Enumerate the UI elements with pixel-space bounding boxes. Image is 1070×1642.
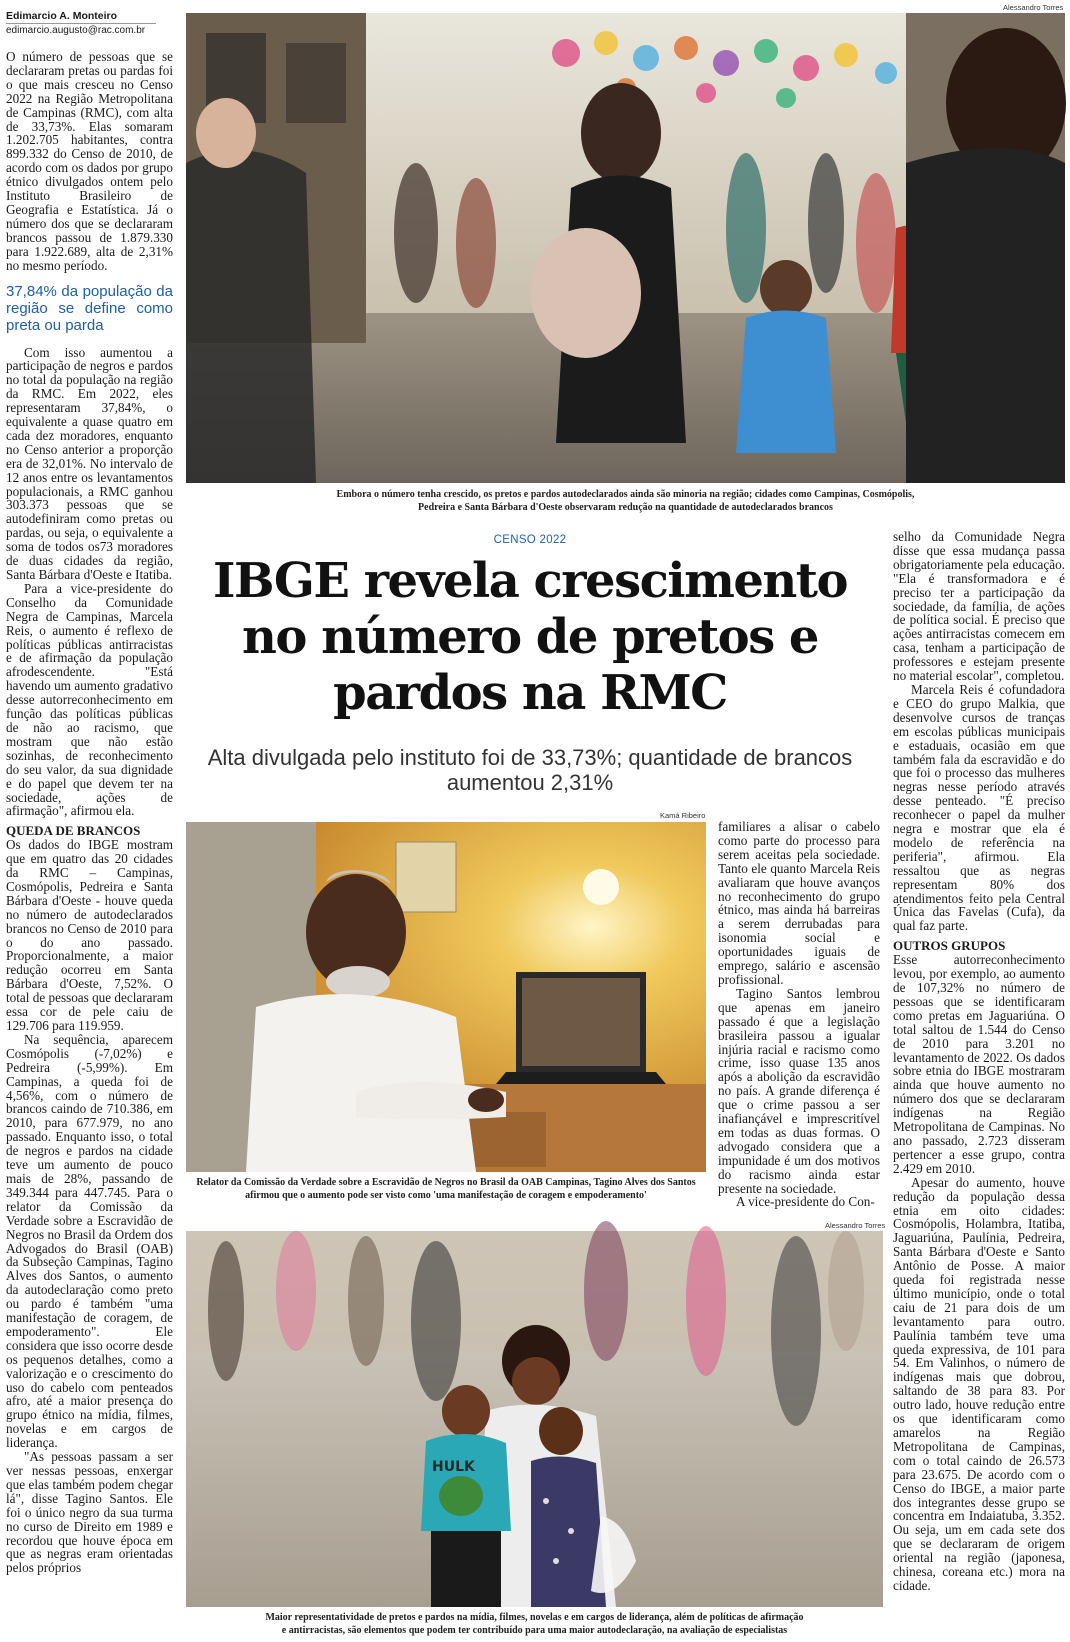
paragraph: Tagino Santos lembrou que apenas em janeiro passado é que a legislação brasileira passou a igualar injúria racial e racismo como crime, isso quase 135 anos após a abolição da escravidão no país. A grande diferença é que o crime passou a ser inafiançável e imprescritível em todas as duas formas. O advogado considera que a impunidade é um dos motivos do racismo ainda estar presente na sociedade.: [718, 985, 880, 1196]
bottom-photo-caption: [186, 1612, 883, 1637]
subheading-outros-grupos: OUTROS GRUPOS: [893, 938, 1006, 954]
shirt-text: HULK: [432, 1459, 475, 1475]
paragraph: "As pessoas passam a ser ver nessas pessoas, enxergar que elas também podem chegar lá", disse Tagino Santos. Ele foi o único negro da sua turma no curso de Direito em 1989 e recordou que houve época em que as negras eram orientadas pelos próprios: [6, 1449, 173, 1576]
article-column-1: [6, 50, 173, 1642]
bottom-photo: [186, 1231, 883, 1607]
paragraph: Com isso aumentou a participação de negros e pardos no total da população na região da RMC. Em 2022, eles representaram 37,84%, o equivalente a quase quatro em cada dez moradores, enquanto no Censo anterior a proporção era de 32,01%. No intervalo de 12 anos entre os levantamentos populacionais, a RMC ganhou 303.373 pessoas que se autodefiniram como pretas ou pardas, ou seja, o equivalente a soma de todos os73 moradores de duas cidades da região, Santa Bárbara d'Oeste e Itatiba.: [6, 344, 173, 582]
paragraph: Os dados do IBGE mostram que em quatro das 20 cidades da RMC – Campinas, Cosmópolis, Pedreira e Santa Bárbara d'Oeste - houve queda no número de autodeclarados brancos no Censo de 2010 para o do ano passado. Proporcionalmente, a maior redução ocorreu em Santa Bárbara d'Oeste, 7,52%. O total de pessoas que declararam essa cor de pele caiu de 129.706 para 119.959.: [6, 837, 173, 1033]
top-photo: [186, 13, 1065, 483]
subheading-queda-de-brancos: QUEDA DE BRANCOS: [6, 823, 141, 839]
article-column-2: [718, 819, 880, 1210]
headline: IBGE revela crescimento no número de pretos e pardos na RMC: [213, 553, 847, 721]
article-column-3: [893, 530, 1065, 1642]
paragraph: Esse autorreconhecimento levou, por exemplo, ao aumento de 107,32% no número de pessoas que se identificaram como pretas em Jaguariúna. O total saltou de 1.544 do Censo de 2010 para 3.201 no levantamento de 2022. Os dados sobre etnia do IBGE mostraram ainda que houve aumento no número dos que se declararam indígenas na Região Metropolitana de Campinas. No ano passado, 2.723 disseram pertencer a esse grupo, contra 2.429 em 2010.: [893, 952, 1065, 1176]
mid-photo: [186, 822, 706, 1172]
kicker: CENSO 2022: [493, 534, 567, 546]
top-photo-credit: Alessandro Torres: [1003, 3, 1064, 12]
caption-line: Embora o número tenha crescido, os pretos e pardos autodeclarados ainda são minoria na região; cidades como Campinas, Cosmópolis,: [336, 489, 915, 500]
paragraph: Marcela Reis é cofundadora e CEO do grupo Malkia, que desenvolve cursos de tranças em escolas públicas municipais e estaduais, ocasião em que também fala da escravidão e do que foi o processo das mulheres negras nesse período através desse penteado. "É preciso reconhecer o papel da mulher negra e mostrar que ela é modelo de referência na periferia", afirmou. Ela ressaltou que as negras representam 80% dos atendimentos feito pela Central Única das Favelas (Cufa), da qual faz parte.: [893, 681, 1065, 934]
portrait-photo: [186, 822, 706, 1172]
author-name: Edimarcio A. Monteiro: [6, 10, 118, 22]
street-crowd-photo: [186, 13, 1065, 483]
caption-line: e antirracistas, são elementos que podem ter contribuído para uma maior autodeclaração, na avaliação de especialistas: [281, 1624, 788, 1636]
mid-photo-credit: Kamá Ribeiro: [660, 811, 706, 820]
caption-line: Pedreira e Santa Bárbara d'Oeste observaram redução na quantidade de autodeclarados brancos: [418, 501, 833, 513]
pull-quote: 37,84% da população da região se define como preta ou parda: [6, 282, 173, 334]
bottom-photo-credit: Alessandro Torres: [825, 1221, 886, 1230]
mid-photo-caption: Relator da Comissão da Verdade sobre a Escravidão de Negros no Brasil da OAB Campinas, Tagino Alves dos Santos afirmou que o aumento pode ser visto como 'uma manifestação de coragem e empoderamento': [196, 1177, 696, 1201]
paragraph: O número de pessoas que se declararam pretas ou pardas foi o que mais cresceu no Censo 2022 na Região Metropolitana de Campinas (RMC), com alta de 33,73%. Elas somaram 1.202.705 habitantes, contra 899.332 do Censo de 2010, de acordo com os dados por grupo étnico divulgados ontem pelo Instituto Brasileiro de Geografia e Estatística. Já o número dos que se declararam brancos passou de 1.879.330 para 1.922.689, alta de 2,31% no mesmo período.: [6, 49, 173, 273]
deck: Alta divulgada pelo instituto foi de 33,73%; quantidade de brancos aumentou 2,31%: [207, 745, 853, 795]
paragraph: Para a vice-presidente do Conselho da Comunidade Negra de Campinas, Marcela Reis, o aumento é reflexo de políticas públicas antirracistas e de afirmação da população afrodescendente. "Está havendo um aumento gradativo desse autorreconhecimento em função das políticas públicas de não ao racismo, que mostram que não estão sozinhas, de reconhecimento do seu valor, da sua dignidade e do papel que devem ter na sociedade, ações de afirmação", afirmou ela.: [6, 580, 173, 819]
paragraph: A vice-presidente do Con-: [736, 1194, 875, 1210]
paragraph: familiares a alisar o cabelo como parte do processo para serem aceitas pela sociedade. Tanto ele quanto Marcela Reis avaliaram que houve avanços no reconhecimento do grupo étnico, mas ainda há barreiras a serem derrubadas para isonomia social e oportunidades iguais de emprego, salário e ascensão profissional.: [718, 819, 880, 987]
family-street-photo: [186, 1231, 883, 1607]
caption-line: Maior representatividade de pretos e pardos na mídia, filmes, novelas e em cargos de liderança, além de políticas de afirmação: [265, 1612, 804, 1623]
paragraph: Na sequência, aparecem Cosmópolis (-7,02%) e Pedreira (-5,99%). Em Campinas, a queda foi de 4,56%, com o número de brancos caindo de 710.386, em 2010, para 677.979, no ano passado. Enquanto isso, o total de negros e pardos na cidade teve um aumento de pouco mais de 28%, passando de 349.344 para 447.745. Para o relator da Comissão da Verdade sobre a Escravidão de Negros no Brasil da Ordem dos Advogados do Brasil (OAB) da Subseção Campinas, Tagino Alves dos Santos, o aumento da autodeclaração como preto ou pardo é também "uma manifestação de coragem, de empoderamento". Ele considera que isso ocorre desde os pequenos detalhes, como a valorização e o crescimento do uso do cabelo com penteados afro, até a maior presença do grupo étnico na mídia, filmes, novelas e em cargos de liderança.: [6, 1031, 173, 1451]
paragraph: selho da Comunidade Negra disse que essa mudança passa obrigatoriamente pela educação. "Ela é transformadora e é preciso ter a participação da sociedade, da família, de ações de política social. É preciso que ações antirracistas comecem em casa, tenham a participação de professores e estejam presente no material escolar", completou.: [893, 529, 1065, 684]
author-email[interactable]: edimarcio.augusto@rac.com.br: [6, 25, 146, 36]
paragraph: Apesar do aumento, houve redução da população dessa etnia em oito cidades: Cosmópolis, Holambra, Itatiba, Jaguariúna, Paulínia, Pedreira, Santa Bárbara d'Oeste e Santo Antônio de Posse. A maior queda foi registrada nesse último município, onde o total caiu de 21 para dois de um levantamento para outro. Paulínia também teve uma queda expressiva, de 101 para 54. Em Valinhos, o número de indígenas mais que dobrou, saltando de 38 para 83. Por outro lado, houve redução entre os que identificaram como amarelos na Região Metropolitana de Campinas, com o total caindo de 26.573 para 23.675. De acordo com o Censo do IBGE, a maior parte dos integrantes desse grupo se concentra em Indaiatuba, 3.352. Ou seja, um em cada sete dos que se declararam de origem oriental na região (japonesa, chinesa, coreana etc.) mora na cidade.: [893, 1174, 1065, 1593]
top-photo-caption: [186, 489, 1065, 514]
byline: [6, 10, 178, 36]
